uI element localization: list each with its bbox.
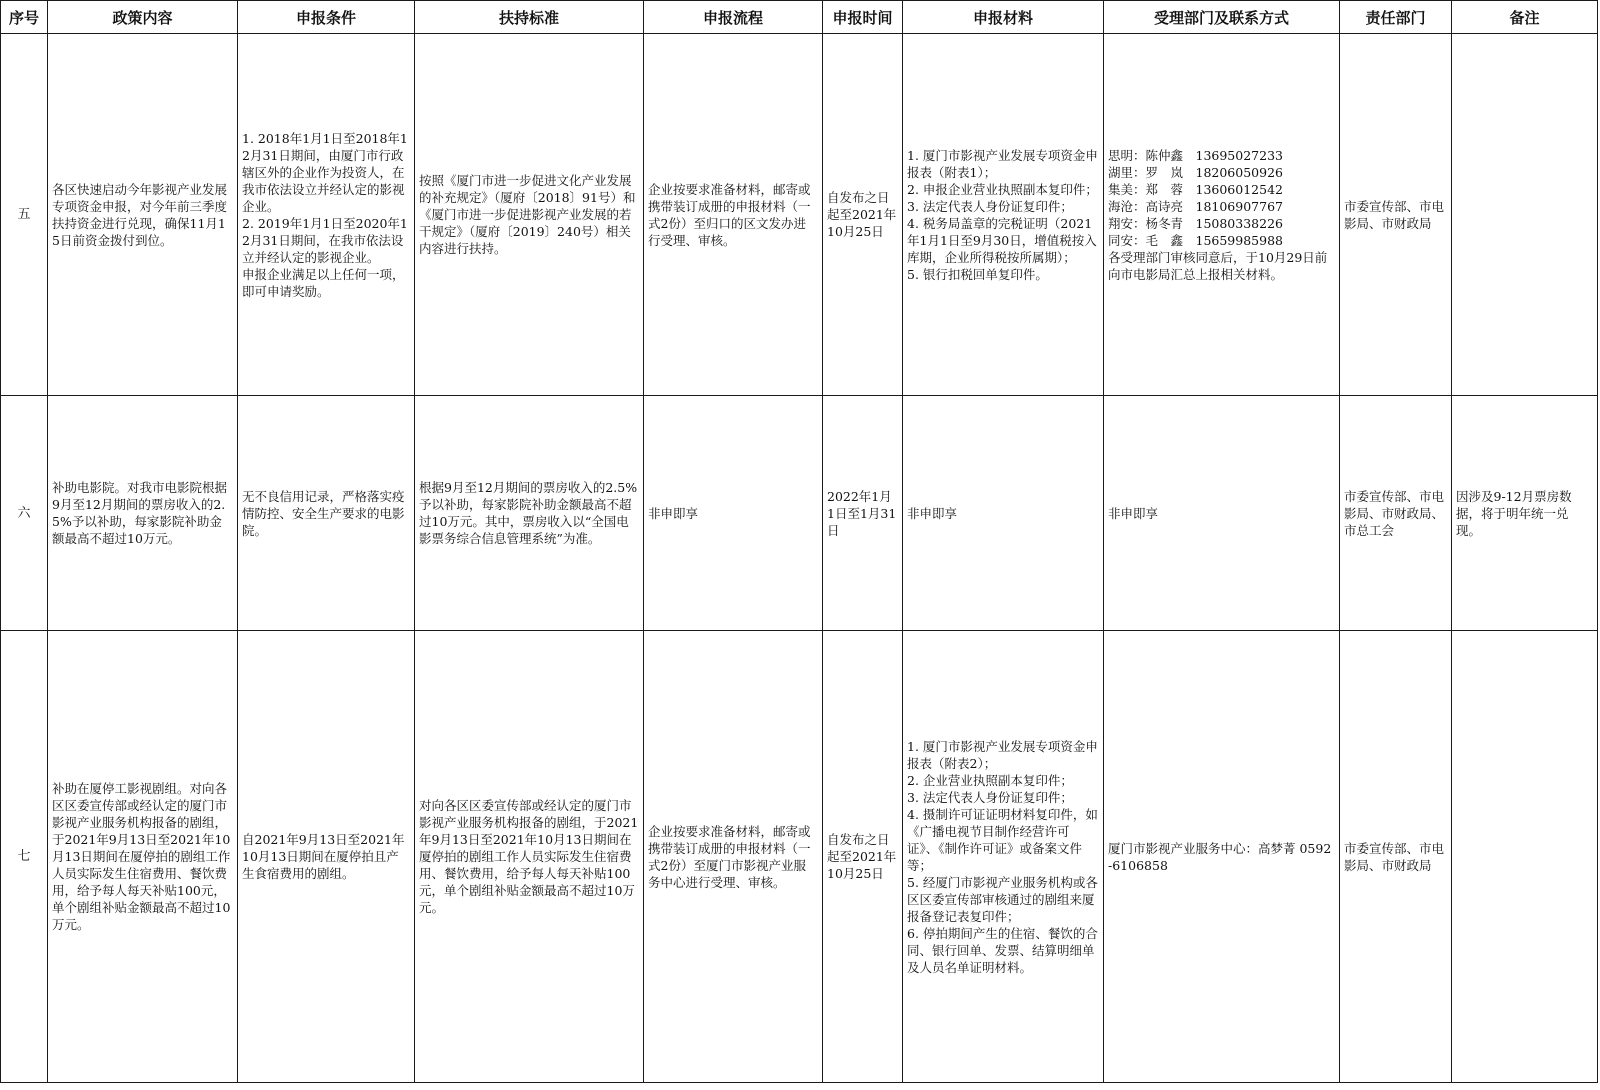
- header-conditions: 申报条件: [238, 1, 415, 34]
- support-standard: 对向各区区委宣传部或经认定的厦门市影视产业服务机构报备的剧组，于2021年9月13日至2021年10月13日期间在厦停拍的剧组工作人员实际发生住宿费用、餐饮费用，给予每人每天补贴100元，单个剧组补贴金额最高不超过10万元。: [415, 631, 644, 1083]
- policy-content: 补助在厦停工影视剧组。对向各区区委宣传部或经认定的厦门市影视产业服务机构报备的剧组，于2021年9月13日至2021年10月13日期间在厦停拍的剧组工作人员实际发生住宿费用、餐饮费用，给予每人每天补贴100元，单个剧组补贴金额最高不超过10万元。: [48, 631, 238, 1083]
- table-row: [1, 396, 1598, 631]
- application-process: 企业按要求准备材料，邮寄或携带装订成册的申报材料（一式2份）至归口的区文发办进行受理、审核。: [644, 34, 823, 396]
- header-contact: 受理部门及联系方式: [1104, 1, 1340, 34]
- application-process: 非申即享: [644, 396, 823, 631]
- remarks: 因涉及9-12月票房数据，将于明年统一兑现。: [1452, 396, 1598, 631]
- row-index: 七: [1, 631, 48, 1083]
- header-policy: 政策内容: [48, 1, 238, 34]
- application-time: 2022年1月1日至1月31日: [823, 396, 903, 631]
- application-process: 企业按要求准备材料，邮寄或携带装订成册的申报材料（一式2份）至厦门市影视产业服务中心进行受理、审核。: [644, 631, 823, 1083]
- responsible-department: 市委宣传部、市电影局、市财政局、市总工会: [1340, 396, 1452, 631]
- header-time: 申报时间: [823, 1, 903, 34]
- responsible-department: 市委宣传部、市电影局、市财政局: [1340, 34, 1452, 396]
- support-standard: 按照《厦门市进一步促进文化产业发展的补充规定》（厦府〔2018〕91号）和《厦门市进一步促进影视产业发展的若干规定》（厦府〔2019〕240号）相关内容进行扶持。: [415, 34, 644, 396]
- policy-content: 各区快速启动今年影视产业发展专项资金申报，对今年前三季度扶持资金进行兑现，确保11月15日前资金拨付到位。: [48, 34, 238, 396]
- application-time: 自发布之日起至2021年10月25日: [823, 631, 903, 1083]
- responsible-department: 市委宣传部、市电影局、市财政局: [1340, 631, 1452, 1083]
- application-time: 自发布之日起至2021年10月25日: [823, 34, 903, 396]
- row-index: 六: [1, 396, 48, 631]
- application-conditions: 自2021年9月13日至2021年10月13日期间在厦停拍且产生食宿费用的剧组。: [238, 631, 415, 1083]
- application-conditions: 1. 2018年1月1日至2018年12月31日期间，由厦门市行政辖区外的企业作为投资人，在我市依法设立并经认定的影视企业。 2. 2019年1月1日至2020年12月31日期间，在我市依法设立并经认定的影视企业。 申报企业满足以上任何一项，即可申请奖励。: [238, 34, 415, 396]
- header-remarks: 备注: [1452, 1, 1598, 34]
- remarks: [1452, 34, 1598, 396]
- contact-info: 厦门市影视产业服务中心：高梦菁 0592-6106858: [1104, 631, 1340, 1083]
- contact-info: 思明：陈仲鑫 13695027233 湖里：罗 岚 18206050926 集美：郑 蓉 13606012542 海沧：高诗亮 18106907767 翔安：杨冬青 15080338226 同安：毛 鑫 15659985988 各受理部门审核同意后，于10月29日前向市电影局汇总上报相关材料。: [1104, 34, 1340, 396]
- header-index: 序号: [1, 1, 48, 34]
- application-materials: 1. 厦门市影视产业发展专项资金申报表（附表2）； 2. 企业营业执照副本复印件； 3. 法定代表人身份证复印件； 4. 摄制许可证证明材料复印件，如《广播电视节目制作经营许可证》、《制作许可证》或备案文件等； 5. 经厦门市影视产业服务机构或各区区委宣传部审核通过的剧组来厦报备登记表复印件； 6. 停拍期间产生的住宿、餐饮的合同、银行回单、发票、结算明细单及人员名单证明材料。: [903, 631, 1104, 1083]
- policy-content: 补助电影院。对我市电影院根据9月至12月期间的票房收入的2.5%予以补助，每家影院补助金额最高不超过10万元。: [48, 396, 238, 631]
- header-department: 责任部门: [1340, 1, 1452, 34]
- application-conditions: 无不良信用记录，严格落实疫情防控、安全生产要求的电影院。: [238, 396, 415, 631]
- header-materials: 申报材料: [903, 1, 1104, 34]
- row-index: 五: [1, 34, 48, 396]
- application-materials: 1. 厦门市影视产业发展专项资金申报表（附表1）； 2. 申报企业营业执照副本复印件； 3. 法定代表人身份证复印件； 4. 税务局盖章的完税证明（2021年1月1日至9月30日，增值税按入库期，企业所得税按所属期）； 5. 银行扣税回单复印件。: [903, 34, 1104, 396]
- header-process: 申报流程: [644, 1, 823, 34]
- table-row: [1, 631, 1598, 1083]
- support-standard: 根据9月至12月期间的票房收入的2.5%予以补助，每家影院补助金额最高不超过10万元。其中，票房收入以“全国电影票务综合信息管理系统”为准。: [415, 396, 644, 631]
- table-row: [1, 34, 1598, 396]
- application-materials: 非申即享: [903, 396, 1104, 631]
- contact-info: 非申即享: [1104, 396, 1340, 631]
- header-standard: 扶持标准: [415, 1, 644, 34]
- remarks: [1452, 631, 1598, 1083]
- header-row: [1, 1, 1598, 34]
